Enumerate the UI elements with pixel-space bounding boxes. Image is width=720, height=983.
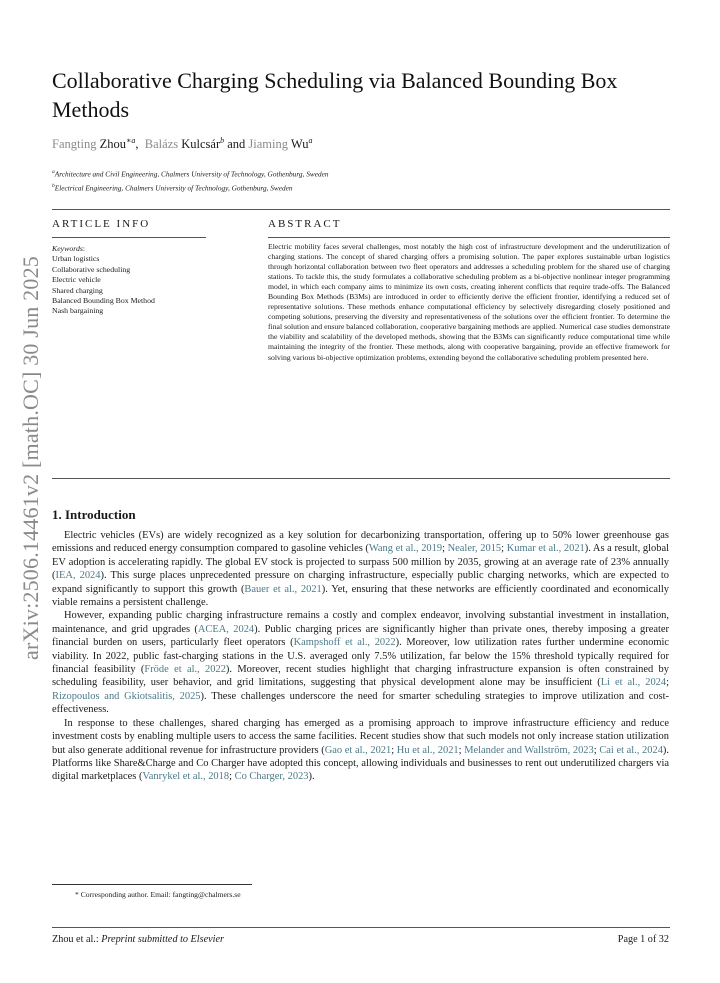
author-affiliation-mark: a	[308, 136, 313, 145]
footer-rule	[52, 927, 670, 928]
body-text-run: ). These challenges underscore the need for smarter scheduling strategies to improve utilization and cost-effectiveness.	[52, 690, 669, 716]
body-text-run: ;	[593, 744, 600, 756]
body-text-run: ).	[308, 771, 315, 783]
footer-left	[52, 934, 224, 945]
citation-link[interactable]: Co Charger, 2023	[234, 771, 309, 783]
footnote-rule	[52, 884, 252, 885]
author-first-name: Balázs	[144, 137, 179, 152]
keyword: Urban logistics	[52, 254, 100, 264]
keyword: Balanced Bounding Box Method	[52, 296, 155, 306]
body-text-run: Electric vehicles (EVs) are widely recognized as a key solution for decarbonizing transportation, offering up to 50% lower greenhouse gas emissions and reduced energy consumption compared to gasoline vehicles (	[52, 530, 669, 555]
section-heading	[52, 507, 136, 523]
citation-link[interactable]: Hu et al., 2021	[396, 744, 459, 756]
citation-link[interactable]: Vanrykel et al., 2018	[142, 771, 230, 783]
affiliation-mark: a	[52, 169, 55, 175]
affiliation-text: Architecture and Civil Engineering, Chalmers University of Technology, Gothenburg, Sweden	[54, 169, 329, 179]
citation-link[interactable]: Nealer, 2015	[447, 543, 502, 555]
arxiv-stamp: arXiv:2506.14461v2 [math.OC] 30 Jun 2025	[18, 256, 43, 660]
citation-link[interactable]: ACEA, 2024	[197, 623, 255, 635]
citation-link[interactable]: Bauer et al., 2021	[244, 583, 322, 595]
footer-author: Zhou et al.:	[52, 934, 99, 945]
author-list	[52, 136, 312, 152]
author-affiliation-mark: ∗a	[125, 136, 136, 145]
body-text-run: ;	[229, 771, 235, 783]
citation-link[interactable]: Gao et al., 2021	[324, 744, 392, 756]
body-text-run: ). Moreover, recent studies highlight that charging infrastructure expansion is often constrained by scheduling feasibility, user behavior, and grid limitations, suggesting that physical development alone may be insufficient (	[52, 664, 669, 689]
citation-link[interactable]: Wang et al., 2019	[368, 543, 443, 555]
citation-link[interactable]: Kampshoff et al., 2022	[293, 637, 396, 649]
abstract-end-rule	[52, 478, 670, 479]
footnote: * Corresponding author. Email: fangting@chalmers.se	[75, 890, 241, 899]
author-separator: ,	[135, 137, 139, 152]
body-text-run: ). Public charging prices are significantly higher than private ones, thereby imposing a greater financial burden on users, particularly fleet operators (	[52, 623, 669, 649]
body-text-run: ;	[391, 744, 397, 756]
body-text-run: ;	[666, 677, 670, 689]
author-affiliation-mark: b	[220, 136, 225, 145]
page-number: Page 1 of 32	[617, 934, 669, 945]
abstract-text: Electric mobility faces several challenges, most notably the high cost of infrastructure development and the underutilization of charging stations. The concept of shared charging offers a promising solution. The paper explores sustainable urban logistics through horizontal collaboration between two fleet operators and addresses a scheduling problem for the shared use of charging stations. To tackle this, the study formulates a collaborative scheduling problem as a bi-objective nonlinear integer programming model, in which each company aims to minimize its own costs, creating inherent conflicts that require trade-offs. The Balanced Bounding Box Methods (B3Ms) are introduced in order to efficiently derive the efficient frontier, identifying a reduced set of representative solutions. These methods enhance computational efficiency by selectively disregarding closely positioned and competing solutions, preserving the diversity and representativeness of the solutions over the efficient frontier. To determine the final solution and ensure balanced collaboration, cooperative bargaining methods are applied. Numerical case studies demonstrate the viability and scalability of the developed methods, showing that the B3Ms can significantly reduce computational time while maintaining the integrity of the frontier. These methods, along with cooperative bargaining, provide an effective framework for solving various bi-objective optimization problems, extending beyond the collaborative scheduling problem presented here.	[268, 242, 670, 362]
author-first-name: Fangting	[52, 137, 97, 152]
article-info-heading: ARTICLE INFO	[52, 218, 151, 230]
paper-title: Collaborative Charging Scheduling via Balanced Bounding Box Methods	[52, 68, 618, 122]
citation-link[interactable]: Rizopoulos and Gkiotsalitis, 2025	[52, 690, 201, 702]
keywords-block: Keywords: Urban logistics Collaborative scheduling Electric vehicle Shared charging Balanced Bounding Box Method Nash bargaining	[52, 244, 155, 316]
citation-link[interactable]: Melander and Wallström, 2023	[464, 744, 594, 756]
keyword: Collaborative scheduling	[52, 264, 131, 274]
citation-link[interactable]: Fröde et al., 2022	[144, 664, 226, 676]
body-text-run: ). As a result, global EV adoption is accelerating rapidly. The global EV stock is projected to surpass 500 million by 2035, growing at an average rate of 23% annually (	[52, 543, 669, 582]
abstract-rule	[268, 237, 670, 238]
affiliation	[52, 169, 328, 178]
keywords-label: Keywords	[52, 244, 83, 253]
keyword: Shared charging	[52, 285, 103, 295]
citation-link[interactable]: IEA, 2024	[55, 570, 101, 582]
section-title: Introduction	[65, 507, 136, 522]
author-first-name: Jiaming	[248, 137, 289, 152]
body-paragraph	[52, 717, 669, 784]
body-text-run: However, expanding public charging infrastructure remains a costly and complex endeavor, involving substantial investment in installation, maintenance, and grid upgrades (	[52, 610, 669, 635]
body-text-run: ). Moreover, low utilization rates further undermine economic viability. In 2022, public fast-charging stations in the U.S. averaged only 7.5% utilization, far below the 15% threshold typically required for financial feasibility (	[52, 637, 669, 676]
article-info-rule	[52, 237, 206, 238]
affiliation-mark: b	[52, 183, 55, 189]
introduction-body	[52, 529, 669, 784]
section-number: 1.	[52, 507, 62, 522]
body-paragraph	[52, 529, 669, 609]
citation-link[interactable]: Li et al., 2024	[600, 677, 667, 689]
body-text-run: ). This surge places unprecedented pressure on charging infrastructure, especially public charging networks, which are expected to expand significantly to support this growth (	[52, 570, 669, 595]
header-rule	[52, 209, 670, 210]
keyword: Electric vehicle	[52, 275, 101, 285]
citation-link[interactable]: Kumar et al., 2021	[506, 543, 585, 555]
author-last-name: Zhou	[99, 137, 126, 152]
author-conjunction: and	[227, 137, 246, 152]
body-text-run: ;	[458, 744, 465, 756]
body-text-run: ). Platforms like Share&Charge and Co Charger have adopted this concept, allowing individuals and businesses to rent out underutilized chargers via digital marketplaces (	[52, 744, 670, 783]
abstract-heading: ABSTRACT	[268, 218, 342, 230]
author-last-name: Wu	[290, 137, 309, 152]
body-text-run: ). Yet, ensuring that these networks are efficiently coordinated and economically viable remains a persistent challenge.	[52, 583, 669, 609]
citation-link[interactable]: Cai et al., 2024	[599, 744, 663, 756]
affiliation	[52, 183, 293, 192]
keyword: Nash bargaining	[52, 306, 104, 316]
footer-journal: Preprint submitted to Elsevier	[101, 934, 224, 945]
body-text-run: In response to these challenges, shared charging has emerged as a promising approach to improve infrastructure efficiency and reduce investment costs by enabling multiple users to access the same facilities. Recent studies show that such models not only increase station utilization but also generate additional revenue for infrastructure providers (	[52, 717, 669, 756]
affiliation-text: Electrical Engineering, Chalmers University of Technology, Gothenburg, Sweden	[54, 183, 293, 193]
body-text-run: ;	[501, 543, 507, 555]
body-text-run: ;	[442, 543, 448, 555]
body-paragraph	[52, 609, 669, 716]
author-last-name: Kulcsár	[181, 137, 221, 152]
